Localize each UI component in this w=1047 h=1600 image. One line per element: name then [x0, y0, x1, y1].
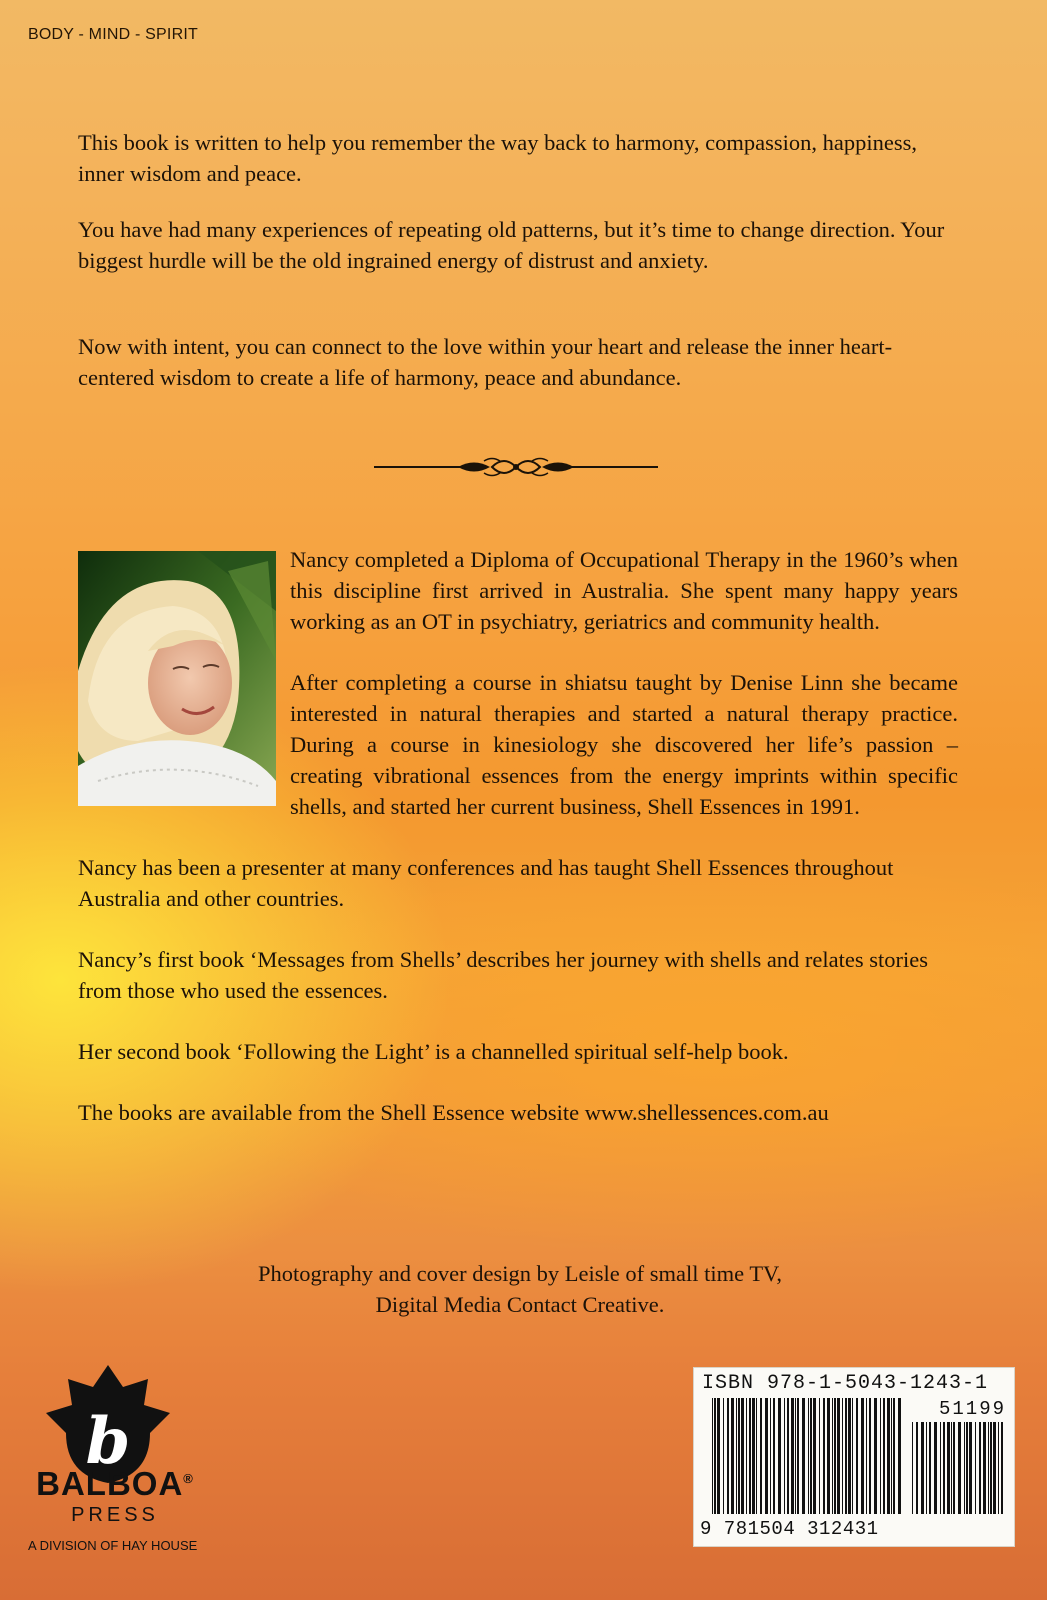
barcode-bar	[746, 1398, 747, 1514]
barcode-bar	[966, 1422, 968, 1514]
barcode-bar	[832, 1398, 833, 1514]
category-label: BODY - MIND - SPIRIT	[28, 26, 198, 43]
barcode-bar	[727, 1398, 729, 1514]
barcode-bar	[760, 1398, 762, 1514]
barcode-bar	[834, 1398, 836, 1514]
blurb-paragraph-2: You have had many experiences of repeating old patterns, but it’s time to change direction. Your biggest hurdle will be the old ingrained energy of distrust and anxiety.	[78, 217, 945, 273]
barcode-bar	[856, 1398, 858, 1514]
bio-paragraph-4: Nancy’s first book ‘Messages from Shells’ describes her journey with shells and relates stories from those who used the essences.	[78, 947, 929, 1003]
barcode-bar	[912, 1422, 913, 1514]
barcode-bar	[861, 1398, 864, 1514]
barcode-bar	[880, 1398, 881, 1514]
barcode-bar	[848, 1398, 851, 1514]
barcode-bar	[983, 1422, 986, 1514]
barcode-bar	[891, 1398, 892, 1514]
barcode-bar	[842, 1398, 843, 1514]
isbn-barcode	[693, 1367, 1015, 1547]
barcode-bar	[784, 1398, 785, 1514]
barcode-bar	[951, 1422, 952, 1514]
barcode-bar	[975, 1422, 976, 1514]
barcode-bar	[752, 1398, 755, 1514]
barcode-bar	[988, 1422, 989, 1514]
design-credit	[150, 1258, 890, 1320]
barcode-bar	[736, 1398, 737, 1514]
barcode-bar	[993, 1422, 996, 1514]
barcode-bar	[813, 1398, 816, 1514]
barcode-bar	[934, 1422, 937, 1514]
credit-line-1: Photography and cover design by Leisle of small time TV,	[257, 1261, 783, 1286]
publisher-name-text: BALBOA	[36, 1465, 184, 1502]
ornament-divider	[374, 452, 658, 482]
barcode-bar	[773, 1398, 775, 1514]
barcode-bar	[810, 1398, 812, 1514]
barcode-bar	[717, 1398, 720, 1514]
barcode-bar	[749, 1398, 751, 1514]
barcode-bar	[731, 1398, 734, 1514]
barcode-bar	[964, 1422, 965, 1514]
barcode-bar	[741, 1398, 744, 1514]
barcode-supplement-bars	[912, 1422, 1004, 1514]
blurb-paragraph-3: Now with intent, you can connect to the love within your heart and release the inner heart-centered wisdom to create a life of harmony, peace and abundance.	[78, 334, 893, 390]
barcode-bar	[791, 1398, 794, 1514]
barcode-bar	[990, 1422, 992, 1514]
barcode-bar	[845, 1398, 847, 1514]
barcode-bar	[765, 1398, 768, 1514]
barcode-bar	[797, 1398, 799, 1514]
barcode-bar	[802, 1398, 805, 1514]
barcode-bar	[958, 1422, 961, 1514]
barcode-bar	[837, 1398, 840, 1514]
barcode-bar	[916, 1422, 918, 1514]
barcode-bar	[969, 1422, 972, 1514]
barcode-bar	[738, 1398, 740, 1514]
barcode-bar	[787, 1398, 789, 1514]
barcode-bar	[998, 1422, 999, 1514]
bio-paragraph-5: Her second book ‘Following the Light’ is a channelled spiritual self-help book.	[78, 1039, 789, 1064]
barcode-bar	[979, 1422, 981, 1514]
barcode-bar	[943, 1422, 945, 1514]
bio-paragraph-2: After completing a course in shiatsu taught by Denise Linn she became interested in natural therapies and started a natural therapy practice. During a course in kinesiology she discovered her life’s passion – creating vibrational essences from the energy imprints within specific shells, and started her current business, Shell Essences in 1991.	[290, 670, 958, 819]
barcode-bar	[827, 1398, 830, 1514]
barcode-bar	[723, 1398, 724, 1514]
barcode-bar	[808, 1398, 809, 1514]
bio-paragraph-6: The books are available from the Shell Essence website www.shellessences.com.au	[78, 1100, 829, 1125]
barcode-bar	[823, 1398, 825, 1514]
barcode-bar	[869, 1398, 871, 1514]
bio-paragraph-1: Nancy completed a Diploma of Occupational Therapy in the 1960’s when this discipline first arrived in Australia. She spent many happy years working as an OT in psychiatry, geriatrics and community health.	[290, 547, 958, 634]
barcode-bar	[953, 1422, 955, 1514]
barcode-bar	[778, 1398, 781, 1514]
barcode-bar	[893, 1398, 895, 1514]
barcode-bar	[819, 1398, 820, 1514]
barcode-bar	[770, 1398, 771, 1514]
barcode-bar	[940, 1422, 941, 1514]
logo-letter: b	[85, 1404, 131, 1479]
barcode-bar	[947, 1422, 950, 1514]
barcode-bar	[926, 1422, 927, 1514]
bio-paragraph-3: Nancy has been a presenter at many conferences and has taught Shell Essences throughout Australia and other countries.	[78, 855, 894, 911]
barcode-bar	[1001, 1422, 1003, 1514]
barcode-bar	[898, 1398, 901, 1514]
credit-line-2: Digital Media Contact Creative.	[375, 1292, 665, 1317]
publisher-imprint: PRESS	[71, 1504, 159, 1526]
blurb-paragraph-1: This book is written to help you remember the way back to harmony, compassion, happiness, inner wisdom and peace.	[78, 130, 917, 186]
barcode-bar	[874, 1398, 877, 1514]
barcode-bar	[887, 1398, 890, 1514]
barcode-bar	[929, 1422, 931, 1514]
barcode-bar	[883, 1398, 885, 1514]
barcode-bar	[712, 1398, 713, 1514]
publisher-name	[30, 1465, 200, 1503]
barcode-bar	[795, 1398, 796, 1514]
publisher-division: A DIVISION OF HAY HOUSE	[28, 1538, 198, 1553]
barcode-bar	[756, 1398, 757, 1514]
barcode-bar	[921, 1422, 924, 1514]
barcode-main-bars	[712, 1398, 904, 1514]
barcode-bar	[714, 1398, 716, 1514]
isbn-text: ISBN 978-1-5043-1243-1	[702, 1372, 989, 1395]
author-bio	[78, 544, 958, 1128]
registered-mark: ®	[183, 1471, 194, 1486]
barcode-bar	[866, 1398, 867, 1514]
barcode-bar	[852, 1398, 853, 1514]
barcode-digits: 9 781504 312431	[700, 1518, 879, 1540]
price-code: 51199	[938, 1398, 1006, 1420]
